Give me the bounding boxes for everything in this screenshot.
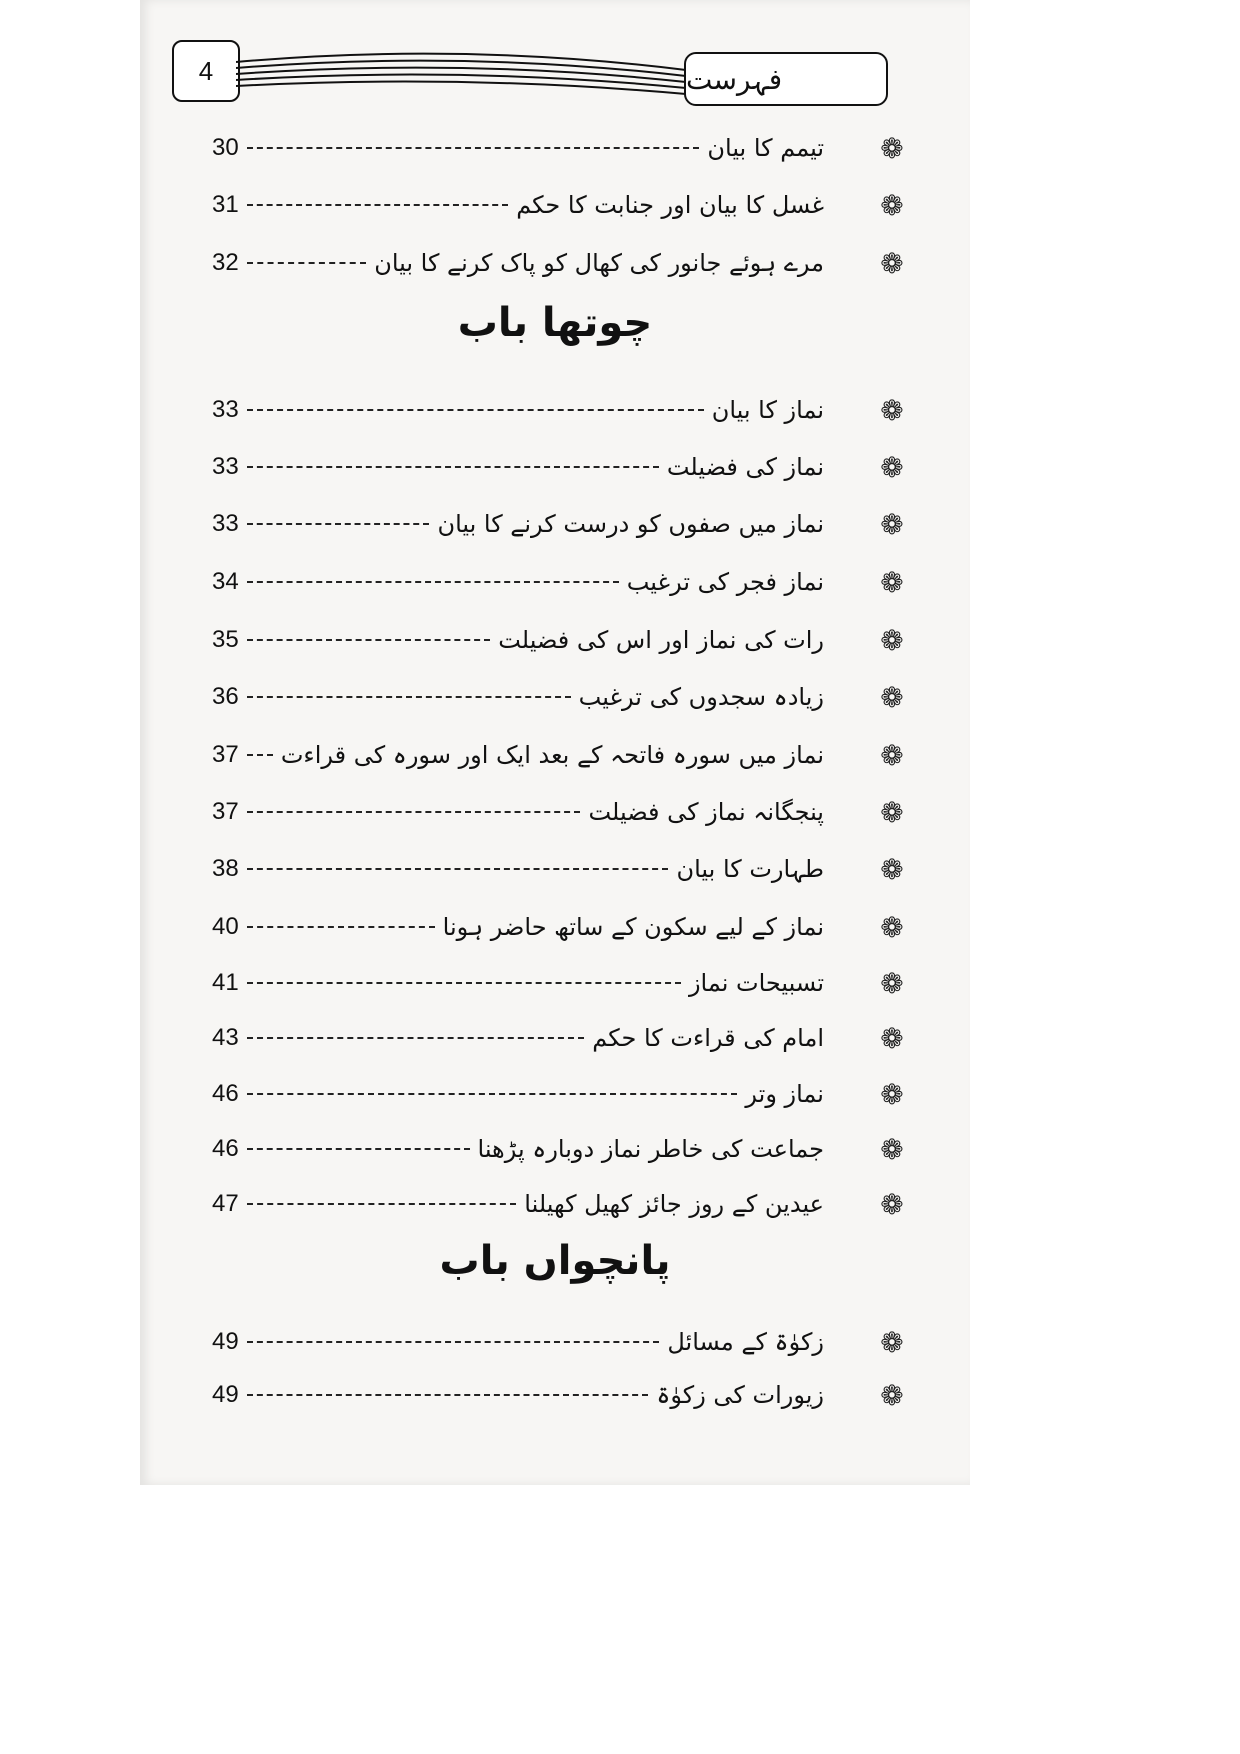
- toc-entry: [212, 388, 912, 432]
- toc-entry-title: زیورات کی زکوٰۃ: [656, 1381, 824, 1409]
- flower-bullet-icon: ❁: [880, 623, 904, 657]
- flower-bullet-icon: ❁: [880, 393, 904, 427]
- toc-entry: [212, 1320, 912, 1364]
- flower-bullet-icon: ❁: [880, 795, 904, 829]
- toc-page-number: 49: [212, 1328, 239, 1355]
- toc-entry-title: نماز کے لیے سکون کے ساتھ حاضر ہونا: [442, 913, 824, 941]
- dot-leader: [247, 409, 704, 411]
- toc-entry: [212, 733, 912, 777]
- flower-bullet-icon: ❁: [880, 1187, 904, 1221]
- toc-entry-title: طہارت کا بیان: [676, 855, 824, 883]
- toc-page-number: 37: [212, 741, 239, 768]
- toc-page-number: 49: [212, 1381, 239, 1408]
- toc-entry-title: نماز میں سورہ فاتحہ کے بعد ایک اور سورہ کی قراءت: [280, 741, 824, 769]
- toc-page-number: 33: [212, 510, 239, 537]
- toc-entry: [212, 445, 912, 489]
- dot-leader: [247, 982, 681, 984]
- toc-entry-title: زکوٰۃ کے مسائل: [667, 1328, 824, 1356]
- toc-entry: [212, 675, 912, 719]
- flower-bullet-icon: ❁: [880, 565, 904, 599]
- flower-bullet-icon: ❁: [880, 966, 904, 1000]
- toc-entry: [212, 847, 912, 891]
- dot-leader: [247, 204, 509, 206]
- toc-entry-title: نماز کا بیان: [711, 396, 824, 424]
- toc-entry-title: رات کی نماز اور اس کی فضیلت: [498, 626, 824, 654]
- toc-page-number: 47: [212, 1190, 239, 1217]
- toc-page-number: 35: [212, 626, 239, 653]
- toc-entry-title: پنجگانہ نماز کی فضیلت: [588, 798, 824, 826]
- dot-leader: [247, 147, 700, 149]
- dot-leader: [247, 1093, 738, 1095]
- toc-entry-title: زیادہ سجدوں کی ترغیب: [578, 683, 824, 711]
- flower-bullet-icon: ❁: [880, 910, 904, 944]
- toc-entry: [212, 1373, 912, 1417]
- dot-leader: [247, 868, 669, 870]
- toc-entry-title: جماعت کی خاطر نماز دوبارہ پڑھنا: [477, 1135, 824, 1163]
- toc-entry: [212, 1016, 912, 1060]
- dot-leader: [247, 639, 491, 641]
- toc-page-number: 34: [212, 568, 239, 595]
- toc-page-number: 32: [212, 249, 239, 276]
- toc-entry: [212, 961, 912, 1005]
- toc-entry: [212, 1127, 912, 1171]
- dot-leader: [247, 926, 435, 928]
- toc-entry: [212, 618, 912, 662]
- flower-bullet-icon: ❁: [880, 507, 904, 541]
- toc-entry-title: تیمم کا بیان: [707, 134, 824, 162]
- toc-entry-title: نماز وتر: [745, 1080, 824, 1108]
- toc-page-number: 33: [212, 396, 239, 423]
- toc-page-number: 40: [212, 913, 239, 940]
- toc-entry: [212, 1182, 912, 1226]
- toc-entry-title: غسل کا بیان اور جنابت کا حکم: [516, 191, 824, 219]
- toc-entry-title: امام کی قراءت کا حکم: [592, 1024, 824, 1052]
- header-ornament-lines: [236, 48, 686, 98]
- toc-entry-title: نماز کی فضیلت: [666, 453, 824, 481]
- chapter-heading: چوتھا باب: [457, 300, 653, 346]
- flower-bullet-icon: ❁: [880, 1378, 904, 1412]
- toc-entry-title: عیدین کے روز جائز کھیل کھیلنا: [524, 1190, 824, 1218]
- chapter-heading: پانچواں باب: [439, 1238, 671, 1284]
- flower-bullet-icon: ❁: [880, 1132, 904, 1166]
- flower-bullet-icon: ❁: [880, 738, 904, 772]
- dot-leader: [247, 581, 619, 583]
- toc-page-number: 46: [212, 1135, 239, 1162]
- toc-page-number: 31: [212, 191, 239, 218]
- flower-bullet-icon: ❁: [880, 246, 904, 280]
- toc-page-number: 37: [212, 798, 239, 825]
- dot-leader: [247, 1341, 660, 1343]
- toc-entry: [212, 241, 912, 285]
- toc-page-number: 30: [212, 134, 239, 161]
- dot-leader: [247, 1394, 649, 1396]
- dot-leader: [247, 466, 659, 468]
- toc-page-number: 38: [212, 855, 239, 882]
- toc-entry: [212, 790, 912, 834]
- toc-entry: [212, 502, 912, 546]
- flower-bullet-icon: ❁: [880, 852, 904, 886]
- toc-page-number: 41: [212, 969, 239, 996]
- toc-entry: [212, 126, 912, 170]
- dot-leader: [247, 1203, 517, 1205]
- toc-entry-title: مرے ہوئے جانور کی کھال کو پاک کرنے کا بیان: [374, 249, 824, 277]
- toc-entry: [212, 1072, 912, 1116]
- toc-entry: [212, 560, 912, 604]
- dot-leader: [247, 523, 430, 525]
- toc-entry: [212, 905, 912, 949]
- flower-bullet-icon: ❁: [880, 680, 904, 714]
- toc-page-number: 43: [212, 1024, 239, 1051]
- toc-entry-title: نماز میں صفوں کو درست کرنے کا بیان: [437, 510, 824, 538]
- flower-bullet-icon: ❁: [880, 1077, 904, 1111]
- flower-bullet-icon: ❁: [880, 1021, 904, 1055]
- toc-entry-title: نماز فجر کی ترغیب: [626, 568, 824, 596]
- dot-leader: [247, 811, 581, 813]
- page-number: 4: [172, 40, 240, 102]
- toc-page-number: 36: [212, 683, 239, 710]
- page-title: فہرست: [686, 62, 783, 96]
- toc-page-number: 33: [212, 453, 239, 480]
- dot-leader: [247, 754, 273, 756]
- flower-bullet-icon: ❁: [880, 450, 904, 484]
- dot-leader: [247, 262, 366, 264]
- flower-bullet-icon: ❁: [880, 188, 904, 222]
- toc-entry: [212, 183, 912, 227]
- toc-page-number: 46: [212, 1080, 239, 1107]
- dot-leader: [247, 696, 571, 698]
- dot-leader: [247, 1148, 470, 1150]
- toc-entry-title: تسبیحات نماز: [688, 969, 824, 997]
- page-title-box: [684, 52, 888, 106]
- flower-bullet-icon: ❁: [880, 131, 904, 165]
- dot-leader: [247, 1037, 585, 1039]
- flower-bullet-icon: ❁: [880, 1325, 904, 1359]
